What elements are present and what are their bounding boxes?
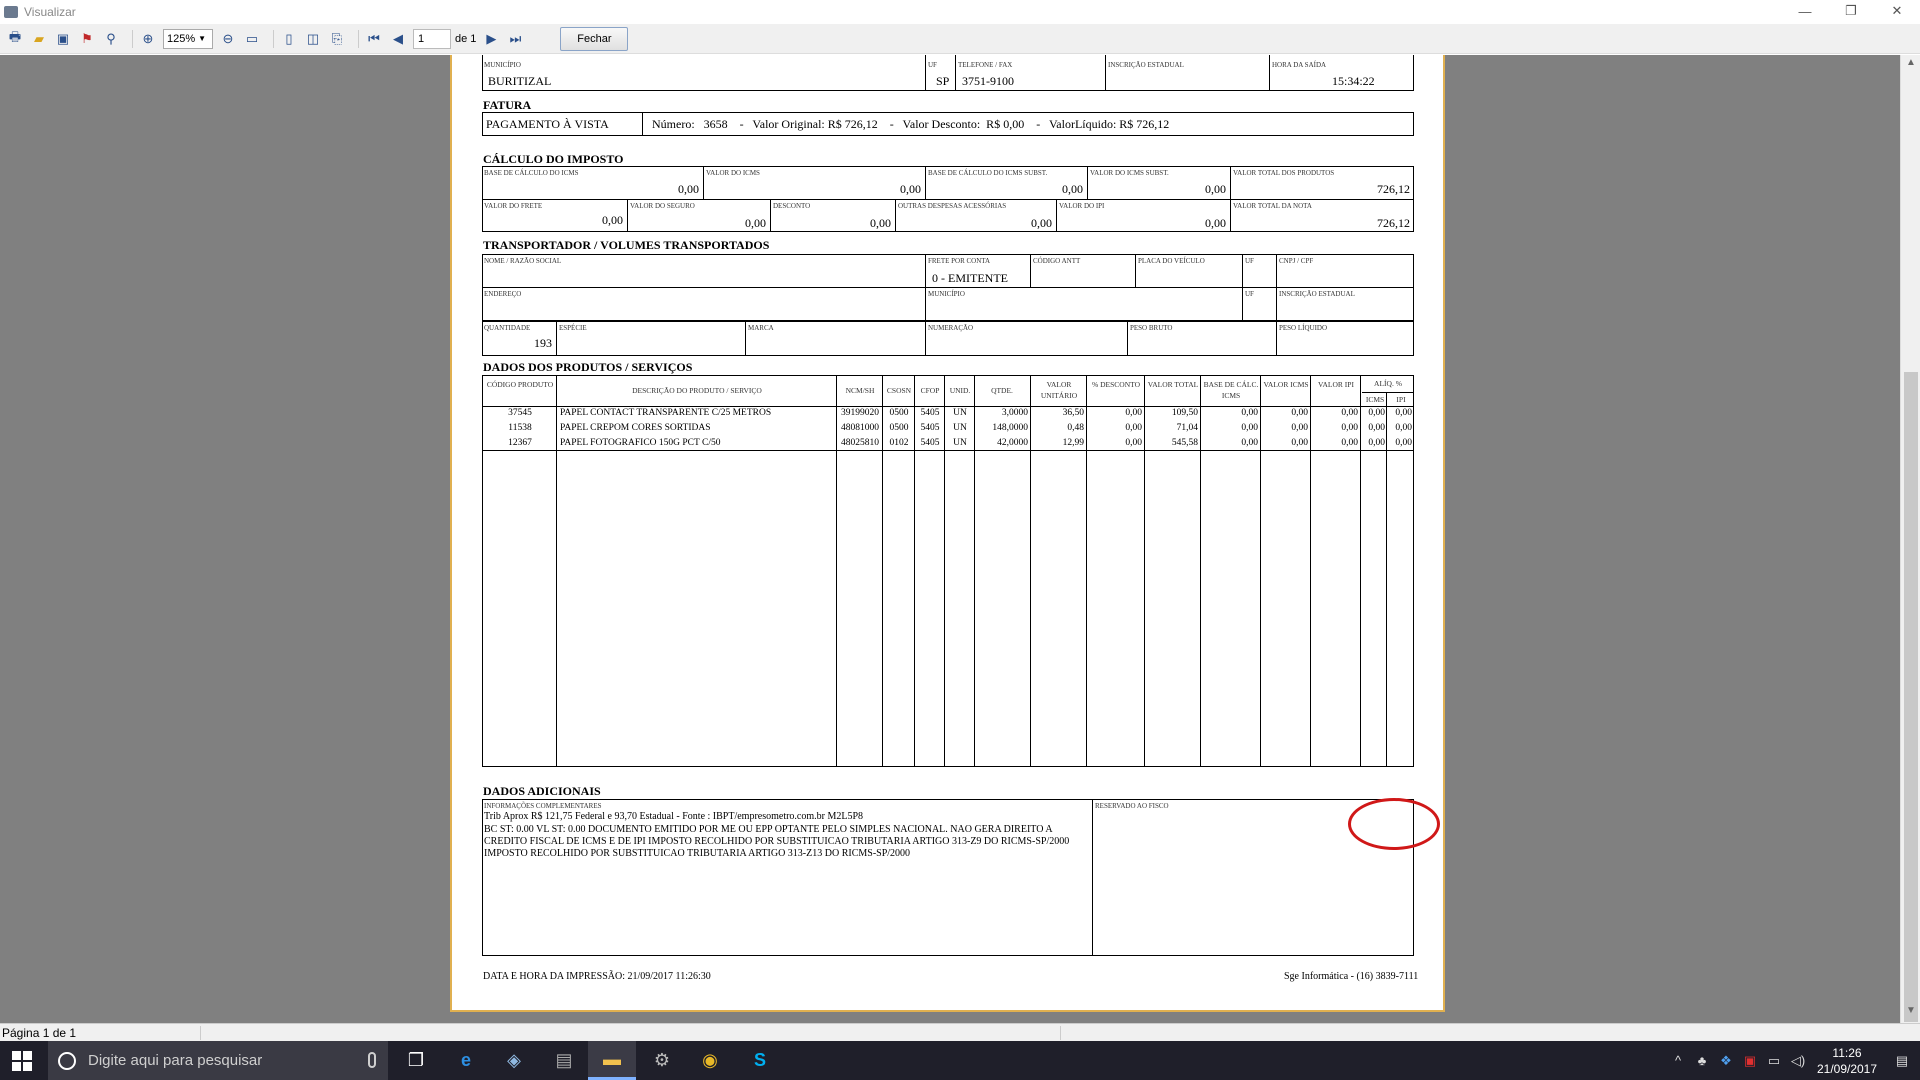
cell-aliq-ipi: 0,00	[1395, 408, 1412, 418]
col-aliq-icms: ICMS	[1365, 395, 1385, 404]
valor-icms-st-value: 0,00	[1205, 182, 1226, 196]
cell-base-icms: 0,00	[1241, 408, 1258, 418]
column-divider	[1200, 375, 1201, 767]
cell-cfop: 5405	[920, 408, 940, 418]
info-complementares-label: INFORMAÇÕES COMPLEMENTARES	[484, 802, 602, 810]
cell-valor-total: 109,50	[1171, 408, 1198, 418]
col-unid: UNID.	[949, 386, 971, 395]
col-qtde: QTDE.	[991, 386, 1013, 395]
col-csosn: CSOSN	[886, 386, 912, 395]
page-count: de 1	[455, 32, 477, 45]
last-page-icon[interactable]: ⏭	[509, 30, 522, 46]
notification-icon[interactable]: ▤	[1895, 1052, 1909, 1068]
desconto-label: DESCONTO	[773, 202, 811, 210]
cell-valor-total: 71,04	[1176, 423, 1198, 433]
page-setup-icon[interactable]: ⎘	[331, 30, 343, 46]
cell-unid: UN	[953, 438, 967, 448]
cell-cfop: 5405	[920, 423, 940, 433]
col-codigo: CÓDIGO PRODUTO	[486, 380, 554, 389]
municipio-label: MUNICÍPIO	[484, 61, 521, 69]
cell-descricao: PAPEL CONTACT TRANSPARENTE C/25 METROS	[560, 408, 772, 418]
close-window-button[interactable]: ✕	[1891, 3, 1903, 18]
cell-aliq-icms: 0,00	[1368, 438, 1385, 448]
uf-label: UF	[928, 61, 937, 69]
close-preview-button[interactable]: Fechar	[560, 27, 628, 51]
cell-ncm: 48081000	[841, 423, 879, 433]
total-nota-value: 726,12	[1377, 216, 1410, 230]
divider	[1230, 166, 1231, 199]
page-number-input[interactable]: 1	[413, 29, 451, 49]
separator	[200, 1026, 201, 1040]
cell-base-icms: 0,00	[1241, 423, 1258, 433]
cell-unid: UN	[953, 423, 967, 433]
col-descricao: DESCRIÇÃO DO PRODUTO / SERVIÇO	[632, 386, 762, 395]
cell-valor-ipi: 0,00	[1341, 408, 1358, 418]
page-status: Página 1 de 1	[2, 1025, 77, 1040]
column-divider	[1144, 375, 1145, 767]
separator	[132, 30, 133, 48]
divider	[1135, 254, 1136, 287]
save-icon[interactable]: ▣	[56, 30, 70, 46]
microphone-icon[interactable]	[368, 1052, 376, 1068]
zoom-in-icon[interactable]: ⊕	[142, 30, 154, 46]
annotation-circle	[1348, 798, 1440, 850]
open-folder-icon[interactable]: ▰	[34, 30, 44, 46]
outras-despesas-label: OUTRAS DESPESAS ACESSÓRIAS	[898, 202, 1007, 210]
cnpj-label: CNPJ / CPF	[1279, 257, 1314, 265]
base-icms-st-value: 0,00	[1062, 182, 1083, 196]
cell-base-icms: 0,00	[1241, 438, 1258, 448]
empresa-contato: Sge Informática - (16) 3839-7111	[1284, 971, 1419, 982]
peso-liquido-label: PESO LÍQUIDO	[1279, 324, 1328, 332]
divider	[642, 112, 643, 136]
total-produtos-label: VALOR TOTAL DOS PRODUTOS	[1233, 169, 1335, 177]
restore-button[interactable]: ❐	[1845, 3, 1857, 18]
info-line: IMPOSTO RECOLHIDO POR SUBSTITUICAO TRIBUTARIA ARTIGO 313-Z13 DO RICMS-SP/2000	[484, 848, 911, 859]
column-divider	[1386, 392, 1387, 767]
inscricao-transp-label: INSCRIÇÃO ESTADUAL	[1279, 290, 1355, 298]
clock-date: 21/09/2017	[1816, 1061, 1878, 1076]
divider	[1127, 321, 1128, 356]
quantidade-value: 193	[534, 336, 552, 350]
taskbar-search[interactable]	[48, 1041, 388, 1080]
col-ncm: NCM/SH	[845, 386, 875, 395]
scroll-thumb[interactable]	[1904, 372, 1918, 1022]
uf-transp-label: UF	[1245, 257, 1254, 265]
cell-aliq-icms: 0,00	[1368, 423, 1385, 433]
base-icms-label: BASE DE CÁLCULO DO ICMS	[484, 169, 579, 177]
cell-valor-ipi: 0,00	[1341, 438, 1358, 448]
total-produtos-value: 726,12	[1377, 182, 1410, 196]
column-divider	[1086, 375, 1087, 767]
info-line: CREDITO FISCAL DE ICMS E DE IPI IMPOSTO RECOLHIDO POR SUBSTITUICAO TRIBUTARIA ARTIGO 313-Z9 DO RICMS-SP/2000	[484, 836, 1070, 847]
imposto-title: CÁLCULO DO IMPOSTO	[483, 152, 624, 166]
col-valor-unit: VALOR UNITÁRIO	[1040, 380, 1078, 400]
base-icms-value: 0,00	[678, 182, 699, 196]
cell-csosn: 0102	[889, 438, 909, 448]
multi-page-icon[interactable]: ◫	[306, 30, 320, 46]
cell-valor-icms: 0,00	[1291, 423, 1308, 433]
column-divider	[836, 375, 837, 767]
inscricao-label: INSCRIÇÃO ESTADUAL	[1108, 61, 1184, 69]
column-divider	[556, 375, 557, 767]
app-icon[interactable]: ⚙	[653, 1050, 671, 1070]
municipio-value: BURITIZAL	[488, 74, 552, 88]
col-valor-icms: VALOR ICMS	[1263, 380, 1309, 389]
uf-value: SP	[936, 74, 950, 88]
cell-valor-total: 545,58	[1171, 438, 1198, 448]
divider	[925, 55, 926, 91]
cell-desconto: 0,00	[1125, 408, 1142, 418]
divider	[925, 254, 926, 321]
col-base-icms: BASE DE CÁLC. ICMS	[1203, 380, 1259, 400]
network-icon[interactable]: ▭	[1767, 1052, 1781, 1068]
marca-label: MARCA	[748, 324, 774, 332]
cell-ncm: 48025810	[841, 438, 879, 448]
valor-icms-label: VALOR DO ICMS	[706, 169, 760, 177]
fatura-title: FATURA	[483, 98, 532, 112]
scroll-down-icon[interactable]: ▼	[1906, 1005, 1916, 1016]
cell-codigo: 11538	[508, 423, 532, 433]
chrome-icon[interactable]: ◉	[702, 1050, 718, 1070]
column-divider	[1030, 375, 1031, 767]
zoom-out-icon[interactable]: ⊖	[222, 30, 234, 46]
column-divider	[1360, 375, 1361, 767]
report-viewer[interactable]	[0, 55, 1900, 1023]
frete-value: 0,00	[602, 213, 623, 227]
divider	[1269, 55, 1270, 91]
hora-label: HORA DA SAÍDA	[1272, 61, 1327, 69]
clock[interactable]	[1810, 1045, 1884, 1077]
col-desconto: % DESCONTO	[1092, 380, 1140, 389]
divider	[1056, 199, 1057, 232]
find-icon[interactable]: ⚲	[106, 30, 116, 46]
cell-descricao: PAPEL FOTOGRAFICO 150G PCT C/50	[560, 438, 721, 448]
divider	[1087, 166, 1088, 199]
separator	[1060, 1026, 1061, 1040]
column-divider	[974, 375, 975, 767]
minimize-button[interactable]: —	[1798, 3, 1812, 19]
first-page-icon[interactable]: ⏮	[368, 30, 380, 46]
vertical-scrollbar[interactable]	[1900, 55, 1920, 1023]
col-valor-ipi: VALOR IPI	[1318, 380, 1354, 389]
divider	[895, 199, 896, 232]
tray-app-icon[interactable]: ♣	[1697, 1053, 1707, 1068]
cell-qtde: 42,0000	[997, 438, 1028, 448]
next-page-icon[interactable]: ▶	[486, 30, 497, 46]
reservado-fisco-label: RESERVADO AO FISCO	[1095, 802, 1169, 810]
column-divider	[882, 375, 883, 767]
nome-label: NOME / RAZÃO SOCIAL	[484, 257, 562, 265]
adicionais-box	[482, 799, 1414, 956]
municipio-transp-label: MUNICÍPIO	[928, 290, 965, 298]
edge-icon[interactable]: e	[460, 1050, 471, 1070]
cell-descricao: PAPEL CREPOM CORES SORTIDAS	[560, 423, 711, 433]
toolbar	[0, 24, 1920, 54]
fatura-detalhes: Número: 3658 - Valor Original: R$ 726,12 - Valor Desconto: R$ 0,00 - ValorLíquido: R$ 726,12	[652, 117, 1170, 131]
cell-qtde: 3,0000	[1001, 408, 1028, 418]
valor-ipi-value: 0,00	[1205, 216, 1226, 230]
valor-ipi-label: VALOR DO IPI	[1059, 202, 1105, 210]
invoice-page	[450, 55, 1445, 1012]
divider	[770, 199, 771, 232]
cell-csosn: 0500	[889, 423, 909, 433]
valor-icms-st-label: VALOR DO ICMS SUBST.	[1090, 169, 1169, 177]
status-bar	[0, 1023, 1920, 1041]
cell-codigo: 37545	[508, 408, 532, 418]
zoom-value: 125%	[167, 32, 196, 45]
app-icon[interactable]: ◈	[507, 1050, 521, 1070]
fit-page-icon[interactable]: ▭	[245, 30, 259, 46]
window-title: Visualizar	[24, 5, 76, 19]
col-valor-total: VALOR TOTAL	[1147, 380, 1199, 389]
dropbox-icon[interactable]: ❖	[1720, 1052, 1732, 1068]
cell-valor-unit: 12,99	[1062, 438, 1084, 448]
base-icms-st-label: BASE DE CÁLCULO DO ICMS SUBST.	[928, 169, 1048, 177]
volume-icon[interactable]: ◁)	[1790, 1052, 1806, 1068]
telefone-value: 3751-9100	[962, 74, 1014, 88]
fatura-pagamento: PAGAMENTO À VISTA	[486, 117, 609, 131]
skype-icon[interactable]: S	[753, 1050, 766, 1070]
valor-icms-value: 0,00	[900, 182, 921, 196]
cell-cfop: 5405	[920, 438, 940, 448]
cell-valor-icms: 0,00	[1291, 408, 1308, 418]
zoom-select[interactable]	[163, 29, 213, 49]
windows-start-icon[interactable]	[12, 1051, 32, 1071]
chevron-down-icon: ▼	[198, 34, 207, 43]
divider	[1030, 254, 1031, 287]
col-cfop: CFOP	[920, 386, 940, 395]
data-impressao: DATA E HORA DA IMPRESSÃO: 21/09/2017 11:26:30	[483, 971, 711, 982]
telefone-label: TELEFONE / FAX	[958, 61, 1013, 69]
frete-conta-label: FRETE POR CONTA	[928, 257, 991, 265]
divider	[703, 166, 704, 199]
divider	[1105, 55, 1106, 91]
cell-aliq-ipi: 0,00	[1395, 423, 1412, 433]
separator	[358, 30, 359, 48]
outras-despesas-value: 0,00	[1031, 216, 1052, 230]
divider	[1242, 254, 1243, 321]
produtos-title: DADOS DOS PRODUTOS / SERVIÇOS	[483, 360, 693, 374]
divider	[556, 321, 557, 356]
cell-valor-ipi: 0,00	[1341, 423, 1358, 433]
cell-ncm: 39199020	[841, 408, 879, 418]
divider	[482, 287, 1414, 288]
cell-unid: UN	[953, 408, 967, 418]
info-line: BC ST: 0.00 VL ST: 0.00 DOCUMENTO EMITIDO POR ME OU EPP OPTANTE PELO SIMPLES NACIONAL. NAO GERA DIREITO A	[484, 824, 1053, 835]
frete-conta-value: 0 - EMITENTE	[932, 271, 1008, 285]
endereco-label: ENDEREÇO	[484, 290, 522, 298]
chevron-up-icon[interactable]: ^	[1674, 1053, 1682, 1068]
frete-label: VALOR DO FRETE	[484, 202, 543, 210]
search-placeholder: Digite aqui para pesquisar	[88, 1052, 263, 1069]
header-divider	[482, 406, 1414, 407]
app-icon	[4, 6, 18, 18]
cortana-icon	[58, 1052, 76, 1070]
divider	[1092, 799, 1093, 956]
produtos-table	[482, 375, 1414, 767]
divider	[955, 55, 956, 91]
cell-csosn: 0500	[889, 408, 909, 418]
column-divider	[1260, 375, 1261, 767]
hora-value: 15:34:22	[1332, 74, 1375, 88]
divider	[1230, 199, 1231, 232]
divider	[1276, 321, 1277, 356]
clock-time: 11:26	[1832, 1045, 1862, 1060]
seguro-value: 0,00	[745, 216, 766, 230]
column-divider	[1310, 375, 1311, 767]
cell-desconto: 0,00	[1125, 423, 1142, 433]
quantidade-label: QUANTIDADE	[484, 324, 531, 332]
tray-alert-icon[interactable]: ▣	[1743, 1052, 1757, 1068]
divider	[745, 321, 746, 356]
cell-aliq-icms: 0,00	[1368, 408, 1385, 418]
file-explorer-icon[interactable]: ▬	[588, 1041, 636, 1080]
antt-label: CÓDIGO ANTT	[1033, 257, 1081, 265]
rows-divider	[482, 450, 1414, 451]
cell-codigo: 12367	[508, 438, 532, 448]
divider	[627, 199, 628, 232]
cell-qtde: 148,0000	[992, 423, 1028, 433]
print-icon[interactable]: 🖶	[8, 28, 22, 44]
adicionais-title: DADOS ADICIONAIS	[483, 784, 601, 798]
scroll-up-icon[interactable]: ▲	[1906, 57, 1916, 68]
pdf-icon[interactable]: ⚑	[81, 30, 93, 46]
cell-valor-unit: 0,48	[1067, 423, 1084, 433]
separator	[273, 30, 274, 48]
task-view-icon[interactable]: ❐	[407, 1050, 425, 1070]
terminal-icon[interactable]: ▤	[555, 1050, 573, 1070]
aliq-divider	[1362, 392, 1414, 393]
numeracao-label: NUMERAÇÃO	[928, 324, 974, 332]
desconto-value: 0,00	[870, 216, 891, 230]
placa-label: PLACA DO VEÍCULO	[1138, 257, 1205, 265]
total-nota-label: VALOR TOTAL DA NOTA	[1233, 202, 1312, 210]
divider	[1276, 254, 1277, 321]
column-divider	[914, 375, 915, 767]
uf2-label: UF	[1245, 290, 1254, 298]
seguro-label: VALOR DO SEGURO	[630, 202, 695, 210]
peso-bruto-label: PESO BRUTO	[1130, 324, 1173, 332]
col-aliq-ipi: IPI	[1396, 395, 1406, 404]
transportador-title: TRANSPORTADOR / VOLUMES TRANSPORTADOS	[483, 238, 770, 252]
column-divider	[944, 375, 945, 767]
col-aliq: ALÍQ. %	[1374, 379, 1402, 388]
prev-page-icon[interactable]: ◀	[393, 30, 403, 46]
divider	[925, 166, 926, 199]
cell-aliq-ipi: 0,00	[1395, 438, 1412, 448]
especie-label: ESPÉCIE	[559, 324, 587, 332]
taskbar	[0, 1041, 1920, 1080]
cell-valor-unit: 36,50	[1062, 408, 1084, 418]
cell-valor-icms: 0,00	[1291, 438, 1308, 448]
title-bar	[0, 0, 1920, 24]
single-page-icon[interactable]: ▯	[285, 30, 293, 46]
system-tray	[1666, 1041, 1920, 1080]
divider	[925, 321, 926, 356]
divider	[482, 199, 1414, 200]
cell-desconto: 0,00	[1125, 438, 1142, 448]
info-line: Trib Aprox R$ 121,75 Federal e 93,70 Estadual - Fonte : IBPT/empresometro.com.br M2L5P8	[484, 811, 864, 822]
